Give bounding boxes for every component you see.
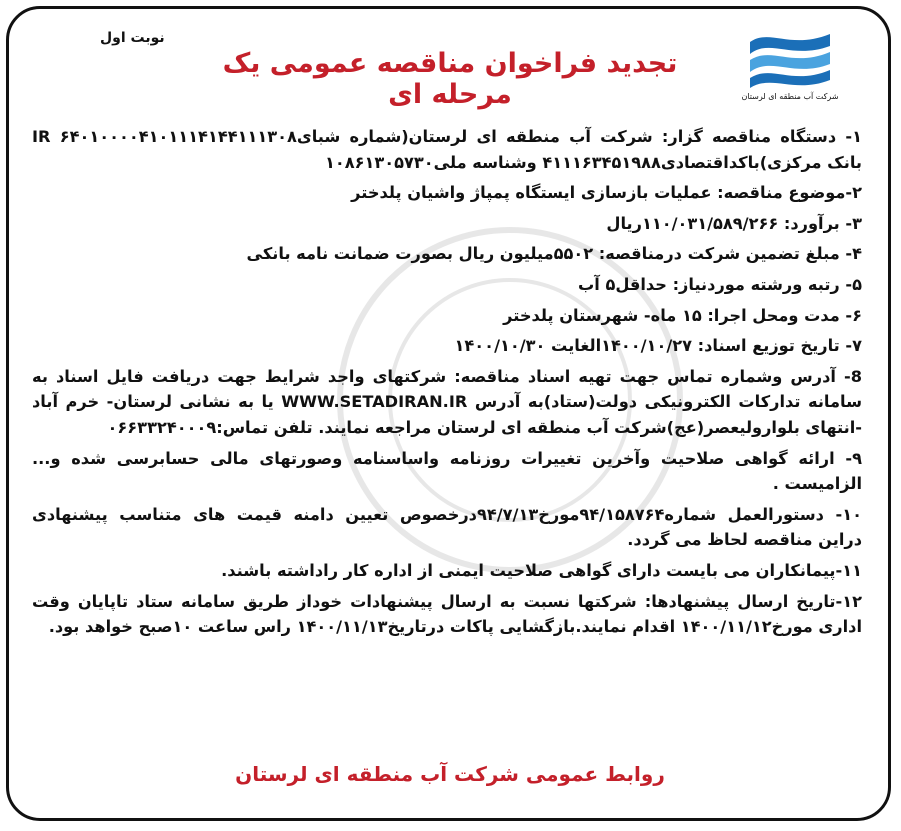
item-8: 8- آدرس وشماره تماس جهت تهیه اسناد مناقصه: شرکتهای واجد شرایط جهت دریافت فایل اسناد به سامانه تدارکات الکترونیکی دولت(ستاد)به آدرس WWW.SETADIRAN.IR یا به نشانی لرستان- خرم آباد -انتهای بلواروليعصر(عج)شرکت آب منطقه ای لرستان مراجعه نمایند. تلفن تماس:۰۶۶۳۳۲۴۰۰۰۹ — [32, 366, 862, 437]
item-6: ۶- مدت ومحل اجرا: ۱۵ ماه- شهرستان پلدختر — [503, 305, 862, 325]
item-7: ۷- تاریخ توزیع اسناد: ۱۴۰۰/۱۰/۲۷الغایت ۱۴۰۰/۱۰/۳۰ — [454, 336, 862, 356]
logo-caption: شرکت آب منطقه ای لرستان — [741, 92, 839, 101]
item-11: ۱۱-پیمانکاران می بایست دارای گواهی صلاحیت ایمنی از اداره کار راداشته باشند. — [221, 560, 862, 580]
item-5: ۵- رتبه ورشته موردنیاز: حداقل۵ آب — [577, 274, 862, 294]
item-9: ۹- ارائه گواهی صلاحیت وآخرین تغییرات روزنامه واساسنامه وصورتهای مالی حسابرسی شده و... الزامیست . — [32, 448, 862, 494]
item-12: ۱۲-تاریخ ارسال پیشنهادها: شرکتها نسبت به ارسال پیشنهادات خوداز طریق سامانه ستاد تاپایان وقت اداری مورخ۱۴۰۰/۱۱/۱۲ اقدام نمایند.بازگشایی پاکات درتاریخ۱۴۰۰/۱۱/۱۳ راس ساعت ۱۰صبح خواهد بود. — [32, 591, 862, 637]
footer-public-relations: روابط عمومی شرکت آب منطقه ای لرستان — [235, 762, 665, 786]
notice-body — [32, 124, 862, 645]
item-1: ۱- دستگاه مناقصه گزار: شرکت آب منطقه ای لرستان(شماره شبای۶۴۰۱۰۰۰۰۴۱۰۱۱۱۴۱۴۴۱۱۱۳۰۸ IR بانک مرکزی)باکداقتصادی۴۱۱۱۶۳۴۵۱۹۸۸ وشناسه ملی۱۰۸۶۱۳۰۵۷۳۰ — [32, 127, 862, 172]
item-10: ۱۰- دستورالعمل شماره۹۴/۱۵۸۷۶۴مورخ۹۴/۷/۱۳درخصوص تعیین دامنه قیمت های متناسب پیشنهادی دراین مناقصه لحاظ می گردد. — [32, 504, 862, 550]
item-2: ۲-موضوع مناقصه: عملیات بازسازی ایستگاه پمپاژ واشیان پلدختر — [351, 183, 862, 203]
round-label: نوبت اول — [100, 30, 165, 46]
item-4: ۴- مبلغ تضمین شرکت درمناقصه: ۵۵۰۲میلیون ریال بصورت ضمانت نامه بانکی — [246, 244, 862, 264]
notice-title: تجدید فراخوان مناقصه عمومی یک مرحله ای — [222, 48, 678, 110]
logo-wave-2 — [750, 52, 830, 72]
item-3: ۳- برآورد: ۱۱۰/۰۳۱/۵۸۹/۲۶۶ریال — [606, 213, 862, 233]
logo-wave-3 — [750, 70, 830, 88]
logo-wave-1 — [750, 34, 830, 54]
